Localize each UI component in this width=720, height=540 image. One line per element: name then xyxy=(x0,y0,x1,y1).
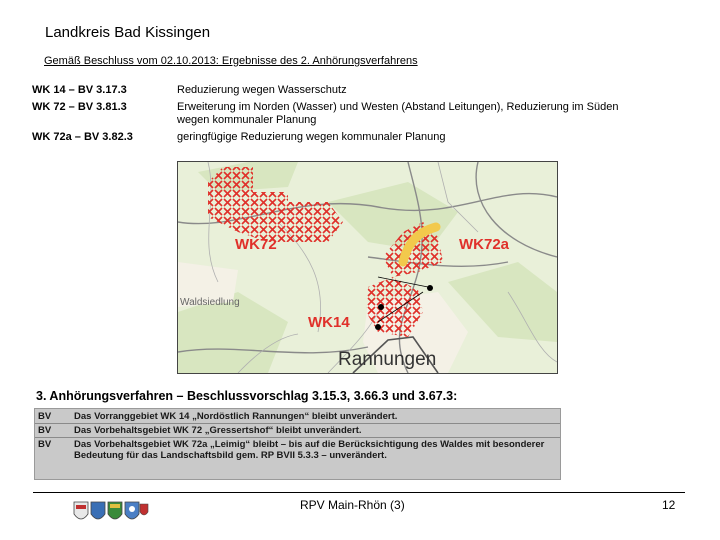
table-cell-text: Das Vorbehaltsgebiet WK 72 „Gressertshof“ bleibt unverändert. xyxy=(74,425,362,436)
footer-source: RPV Main-Rhön (3) xyxy=(300,498,405,512)
map-label-waldsiedlung: Waldsiedlung xyxy=(180,297,240,308)
map-label-rannungen: Rannungen xyxy=(338,349,437,370)
row-code-wk72a: WK 72a – BV 3.82.3 xyxy=(32,131,133,143)
row-desc-wk72: Erweiterung im Norden (Wasser) und Westen (Abstand Leitungen), Reduzierung im Süden wegen kommunaler Planung xyxy=(177,101,619,126)
page-title: Landkreis Bad Kissingen xyxy=(45,24,211,41)
map-image xyxy=(177,161,558,374)
table-cell-bv: BV xyxy=(38,425,52,436)
table-cell-bv: BV xyxy=(38,439,52,450)
table-cell-text: Das Vorbehaltsgebiet WK 72a „Leimig“ bleibt – bis auf die Berücksichtigung des Waldes mit besonderer Bedeutung für das Landschaftsbild gem. RP BVII 5.3.3 – unverändert. xyxy=(74,439,545,461)
footer-divider xyxy=(33,492,685,493)
page-number: 12 xyxy=(662,498,676,512)
row-desc-wk72a: geringfügige Reduzierung wegen kommunaler Planung xyxy=(177,131,446,143)
map-label-wk72a: WK72a xyxy=(459,236,510,253)
table-cell-bv: BV xyxy=(38,411,52,422)
table-cell-text: Das Vorranggebiet WK 14 „Nordöstlich Rannungen“ bleibt unverändert. xyxy=(74,411,398,422)
map-label-wk72: WK72 xyxy=(235,236,277,253)
section-heading: 3. Anhörungsverfahren – Beschlussvorschlag 3.15.3, 3.66.3 und 3.67.3: xyxy=(36,389,458,403)
page-subtitle: Gemäß Beschluss vom 02.10.2013: Ergebnisse des 2. Anhörungsverfahrens xyxy=(44,55,418,67)
row-code-wk72: WK 72 – BV 3.81.3 xyxy=(32,101,127,113)
map-label-wk14: WK14 xyxy=(308,314,350,331)
coat-of-arms-logos xyxy=(72,500,150,526)
row-desc-wk14: Reduzierung wegen Wasserschutz xyxy=(177,84,347,96)
row-code-wk14: WK 14 – BV 3.17.3 xyxy=(32,84,127,96)
decision-table xyxy=(34,408,561,480)
